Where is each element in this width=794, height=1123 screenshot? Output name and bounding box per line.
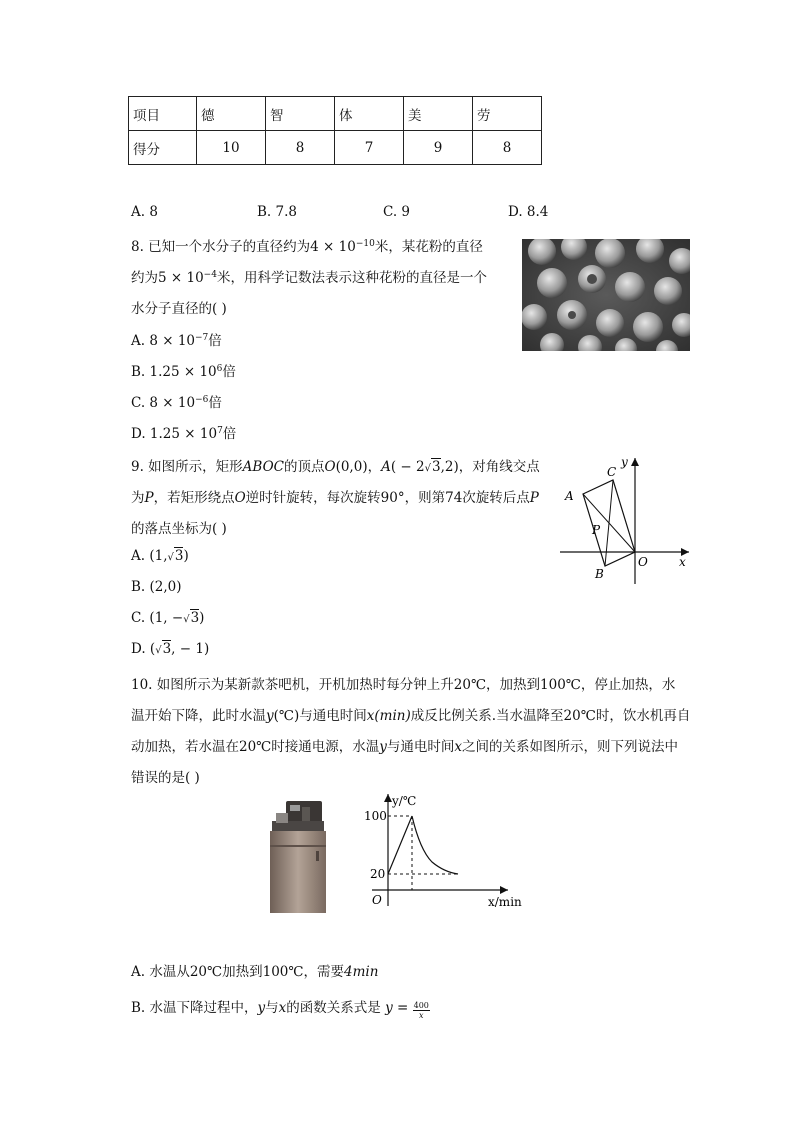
table-header-cell: 智 [266,97,335,131]
point-c-label: C [607,465,617,479]
q10-var: x [278,1000,287,1016]
q9-sqrt-arg: 3 [174,548,184,564]
q8-option-text: 倍 [222,364,236,380]
table-cell: 9 [404,131,473,165]
table-cell: 10 [197,131,266,165]
graph-x-arrow-icon [500,886,508,894]
sqrt-icon: √ [183,614,190,625]
q8-option-a [131,329,222,349]
q9-option-text: C. (1, − [131,610,184,626]
q10-option-text: 的函数关系式是 [286,1000,386,1016]
q9-sqrt-arg: 3 [190,610,200,626]
graph-tick-100: 100 [364,809,387,823]
q10-text: 成反比例关系.当水温降至20℃时，饮水机再自 [410,708,691,724]
heating-line [388,816,412,874]
q9-sqrt-arg: 3 [431,459,441,475]
q9-option-a [131,548,189,564]
table-row-label: 得分 [129,131,197,165]
q9-text: ( − 2 [390,459,425,475]
q9-text: 9. 如图所示，矩形 [131,459,243,475]
q9-option-c [131,610,204,626]
q8-line-1 [131,235,483,255]
fraction-denominator: x [419,1011,424,1020]
q8-exponent: −10 [355,239,375,249]
q10-temperature-graph [362,788,532,916]
q9-line-3: 的落点坐标为( ) [131,521,227,537]
q9-option-text: ) [183,548,189,564]
q10-option-b [131,996,430,1020]
q8-exponent: −6 [195,395,209,405]
q8-option-text: C. 8 × 10 [131,395,196,411]
graph-y-arrow-icon [384,794,392,802]
diagonal-cb [605,480,613,566]
q10-var: x(min) [366,708,411,724]
q10-var: y [257,1000,266,1016]
q10-option-text: 与 [265,1000,279,1016]
q8-option-c [131,391,222,411]
q10-var: x [454,739,463,755]
q9-text: (0,0)， [335,459,382,475]
q8-option-text: A. 8 × 10 [131,333,195,349]
q7-option-c: C. 9 [383,204,411,220]
y-axis-label: y [621,455,628,469]
q8-option-text: B. 1.25 × 10 [131,364,217,380]
q9-option-b: B. (2,0) [131,579,182,595]
q9-text: 的顶点 [284,459,325,475]
q10-option-text: = [392,1000,413,1016]
q10-var: y [385,1000,393,1016]
x-axis-label: x [679,555,686,569]
q8-text: 米，某花粉的直径 [374,239,483,255]
sqrt-icon: √ [424,463,431,474]
q9-var: P [529,490,539,506]
q8-option-d [131,422,236,442]
q8-exponent: −7 [195,333,209,343]
q10-line-3 [131,735,678,755]
q9-option-text: , − 1) [171,641,210,657]
table-header-cell: 美 [404,97,473,131]
table-header-row [129,97,542,131]
origin-label: O [638,555,648,569]
graph-tick-20: 20 [370,867,386,881]
q10-text: (℃)与通电时间 [273,708,367,724]
q9-line-1 [131,455,540,475]
q9-text: ,2)，对角线交点 [440,459,540,475]
table-header-cell: 项目 [129,97,197,131]
graph-origin-label: O [372,893,382,907]
table-cell: 7 [335,131,404,165]
q9-sqrt-arg: 3 [162,641,172,657]
q10-line-1: 10. 如图所示为某新款茶吧机，开机加热时每分钟上升20℃，加热到100℃，停止加热，水 [131,677,676,693]
graph-y-label: y/℃ [392,794,417,808]
q9-var: P [144,490,154,506]
q10-line-4: 错误的是( ) [131,770,200,786]
q10-var: y [266,708,274,724]
tea-machine-image [266,797,328,915]
q9-line-2 [131,486,539,506]
q9-rectangle-figure [555,452,695,586]
q8-option-text: D. 1.25 × 10 [131,426,218,442]
point-b-label: B [595,567,604,581]
q9-text: 逆时针旋转，每次旋转90°，则第74次旋转后点 [245,490,530,506]
point-p-label: P [592,523,601,537]
q9-var: ABOC [242,459,284,475]
table-cell: 8 [473,131,542,165]
q9-option-text: A. (1, [131,548,168,564]
point-a-label: A [565,489,574,503]
q8-line-2 [131,266,487,286]
q8-text: 米，用科学记数法表示这种花粉的直径是一个 [216,270,487,286]
q8-option-b [131,360,236,380]
q10-var: y [379,739,387,755]
q10-text: 与通电时间 [386,739,455,755]
q10-line-2 [131,704,690,724]
score-table [128,96,542,165]
q9-text: ，若矩形绕点 [153,490,235,506]
q10-option-a [131,960,378,980]
sqrt-icon: √ [155,645,162,656]
q8-option-text: 倍 [222,426,237,442]
q8-text: 约为5 × 10 [131,270,204,286]
q8-line-3: 水分子直径的( ) [131,301,227,317]
table-cell: 8 [266,131,335,165]
sqrt-icon: √ [167,552,174,563]
q7-option-d: D. 8.4 [508,204,549,220]
q9-option-text: D. ( [131,641,156,657]
q9-var: O [234,490,246,506]
q10-var: 4min [343,964,379,980]
q9-text: 为 [131,490,145,506]
cooling-curve [412,816,458,874]
table-header-cell: 德 [197,97,266,131]
q10-option-text: A. 水温从20℃加热到100℃，需要 [131,964,344,980]
q8-exponent: −4 [203,270,217,280]
q7-option-a: A. 8 [131,204,158,220]
y-axis-arrow-icon [631,458,639,466]
table-header-cell: 体 [335,97,404,131]
q8-exponent: 6 [216,364,223,374]
table-row [129,131,542,165]
q10-option-text: B. 水温下降过程中， [131,1000,258,1016]
table-header-cell: 劳 [473,97,542,131]
q9-var: O [324,459,336,475]
q9-option-text: ) [199,610,205,626]
fraction [413,1001,430,1020]
q10-text: 温开始下降，此时水温 [131,708,266,724]
q8-text: 8. 已知一个水分子的直径约为4 × 10 [131,239,356,255]
q9-option-d [131,641,209,657]
q10-text: 动加热，若水温在20℃时接通电源，水温 [131,739,380,755]
graph-x-label: x/min [488,895,522,909]
q8-exponent: 7 [217,426,223,436]
pollen-micrograph-image [522,239,690,351]
fraction-numerator: 400 [413,1001,429,1010]
q9-var: A [381,459,391,475]
q10-text: 之间的关系如图所示，则下列说法中 [462,739,679,755]
q7-option-b: B. 7.8 [257,204,297,220]
q8-option-text: 倍 [208,395,222,411]
q8-option-text: 倍 [208,333,222,349]
